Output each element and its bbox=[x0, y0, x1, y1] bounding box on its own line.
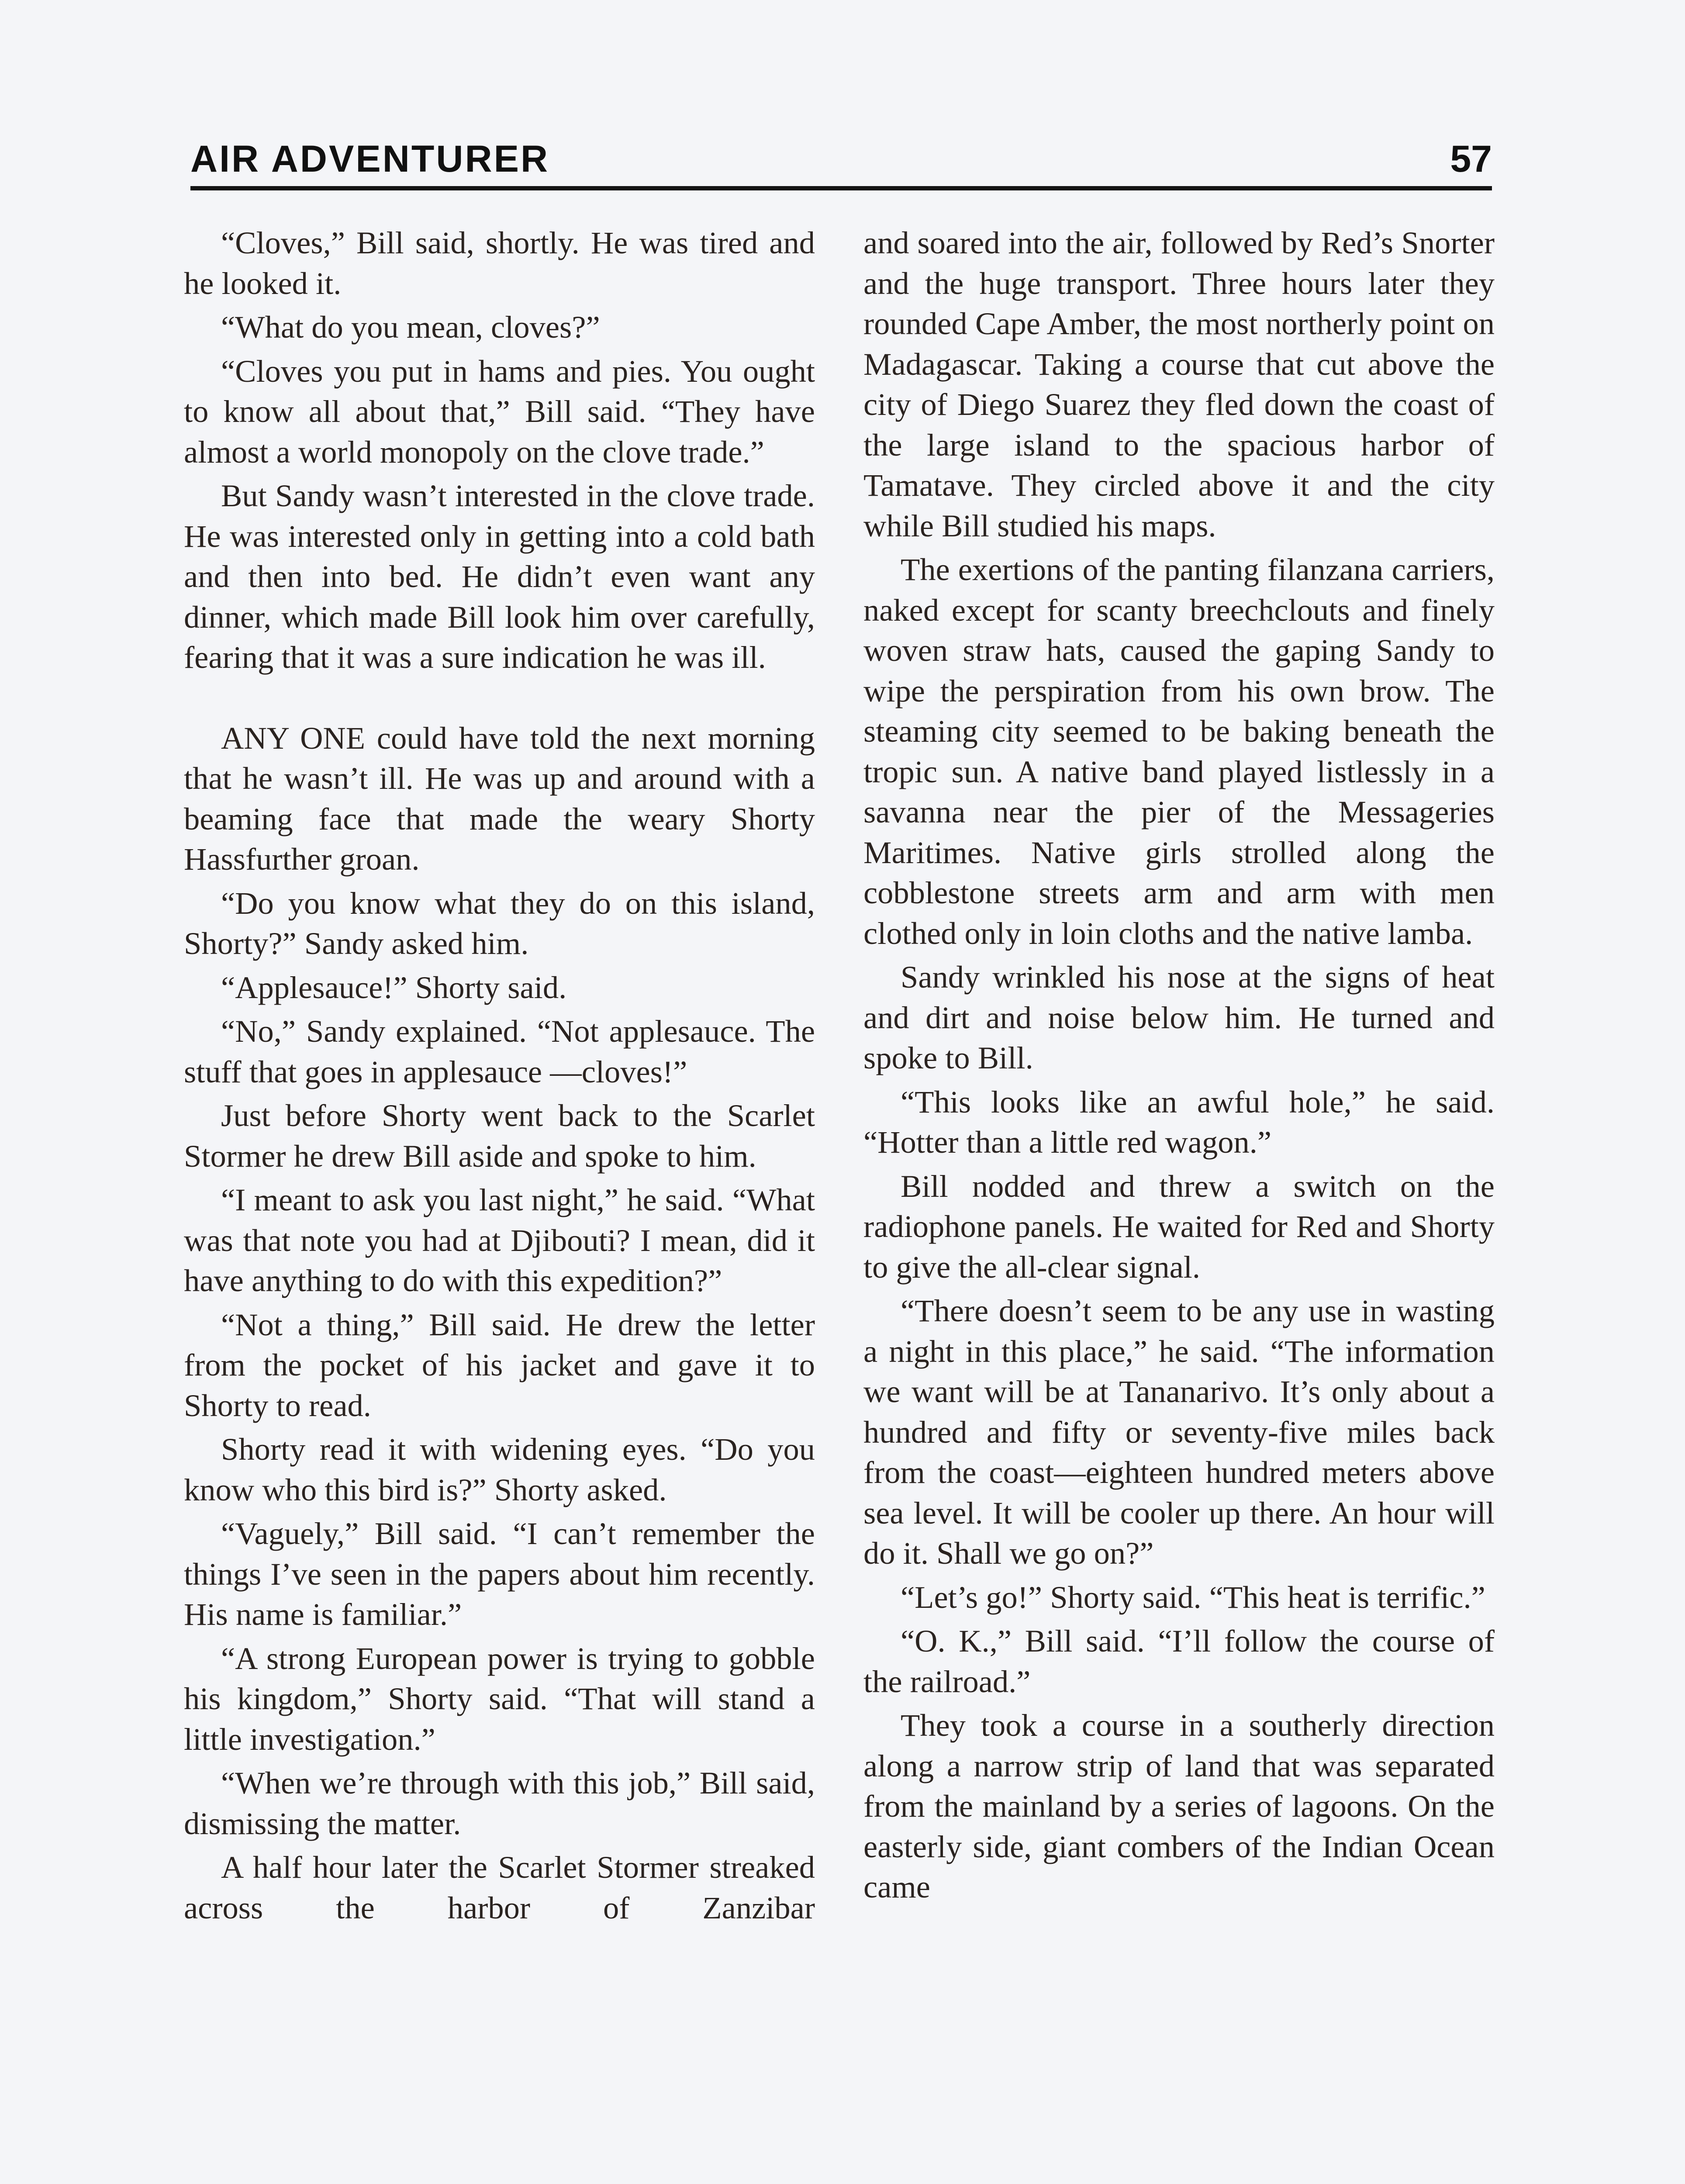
paragraph: Just before Shorty went back to the Scarlet Stormer he drew Bill aside and spoke to him. bbox=[184, 1098, 815, 1174]
paragraph: “A strong European power is trying to gobble his kingdom,” Shorty said. “That will stand a little investigation.” bbox=[184, 1640, 815, 1757]
continued-paragraph: and soared into the air, followed by Red’s Snorter and the huge transport. Three hours later they rounded Cape Amber, the most northerly point on Madagascar. Taking a course that cut above the city of Diego Suarez they fled down the coast of the large island to the spacious harbor of Tamatave. They circled above it and the city while Bill studied his maps. bbox=[863, 225, 1495, 543]
paragraph: “Cloves you put in hams and pies. You ought to know all about that,” Bill said. “They have almost a world monopoly on the clove trade.” bbox=[184, 353, 815, 470]
section-opening-paragraph: ANY ONE could have told the next morning that he wasn’t ill. He was up and around with a beaming face that made the weary Shorty Hassfurther groan. bbox=[184, 720, 815, 877]
paragraph: “No,” Sandy explained. “Not applesauce. The stuff that goes in applesauce —cloves!” bbox=[184, 1013, 815, 1089]
paragraph: “What do you mean, cloves?” bbox=[221, 309, 600, 345]
paragraph: “Cloves,” Bill said, shortly. He was tired and he looked it. bbox=[184, 225, 815, 301]
paragraph: “I meant to ask you last night,” he said. “What was that note you had at Djibouti? I mean, did it have anything to do with this expedition?” bbox=[184, 1182, 815, 1298]
paragraph: The exertions of the panting filanzana carriers, naked except for scanty breechclouts and finely woven straw hats, caused the gaping Sandy to wipe the perspiration from his own brow. The steaming city seemed to be baking beneath the tropic sun. A native band played listlessly in a savanna near the pier of the Messageries Maritimes. Native girls strolled along the cobblestone streets arm and arm with men clothed only in loin cloths and the native lamba. bbox=[863, 552, 1495, 951]
magazine-title: AIR ADVENTURER bbox=[190, 138, 550, 180]
paragraph: They took a course in a southerly direction along a narrow strip of land that was separated from the mainland by a series of lagoons. On the easterly side, giant combers of the Indian Ocean came bbox=[863, 1707, 1495, 1904]
paragraph: A half hour later the Scarlet Stormer streaked across the harbor of Zanzibar bbox=[184, 1849, 815, 1925]
paragraph: “Do you know what they do on this island, Shorty?” Sandy asked him. bbox=[184, 885, 815, 961]
paragraph: Sandy wrinkled his nose at the signs of heat and dirt and noise below him. He turned and spoke to Bill. bbox=[863, 959, 1495, 1075]
paragraph: “This looks like an awful hole,” he said. “Hotter than a little red wagon.” bbox=[863, 1084, 1495, 1160]
paragraph: But Sandy wasn’t interested in the clove trade. He was interested only in getting into a cold bath and then into bed. He didn’t even want any dinner, which made Bill look him over carefully, fearing that it was a sure indication he was ill. bbox=[184, 478, 815, 675]
right-column bbox=[863, 223, 1495, 1911]
page-number: 57 bbox=[1450, 138, 1492, 180]
paragraph: “There doesn’t seem to be any use in wasting a night in this place,” he said. “The information we want will be at Tananarivo. It’s only about a hundred and fifty or seventy-five miles back from the coast—eighteen hundred meters above sea level. It will be cooler up there. An hour will do it. Shall we go on?” bbox=[863, 1293, 1495, 1571]
header-rule bbox=[190, 186, 1492, 190]
left-column bbox=[184, 223, 815, 1932]
paragraph: “Let’s go!” Shorty said. “This heat is terrific.” bbox=[901, 1579, 1485, 1615]
running-header bbox=[190, 135, 1492, 187]
paragraph: Bill nodded and threw a switch on the radiophone panels. He waited for Red and Shorty to give the all-clear signal. bbox=[863, 1168, 1495, 1285]
paragraph: “Applesauce!” Shorty said. bbox=[221, 969, 567, 1005]
paragraph: “O. K.,” Bill said. “I’ll follow the course of the railroad.” bbox=[863, 1623, 1495, 1699]
paragraph: “When we’re through with this job,” Bill said, dismissing the matter. bbox=[184, 1765, 815, 1841]
paragraph: “Vaguely,” Bill said. “I can’t remember the things I’ve seen in the papers about him recently. His name is familiar.” bbox=[184, 1516, 815, 1632]
paragraph: Shorty read it with widening eyes. “Do you know who this bird is?” Shorty asked. bbox=[184, 1431, 815, 1507]
paragraph: “Not a thing,” Bill said. He drew the letter from the pocket of his jacket and gave it to Shorty to read. bbox=[184, 1306, 815, 1423]
